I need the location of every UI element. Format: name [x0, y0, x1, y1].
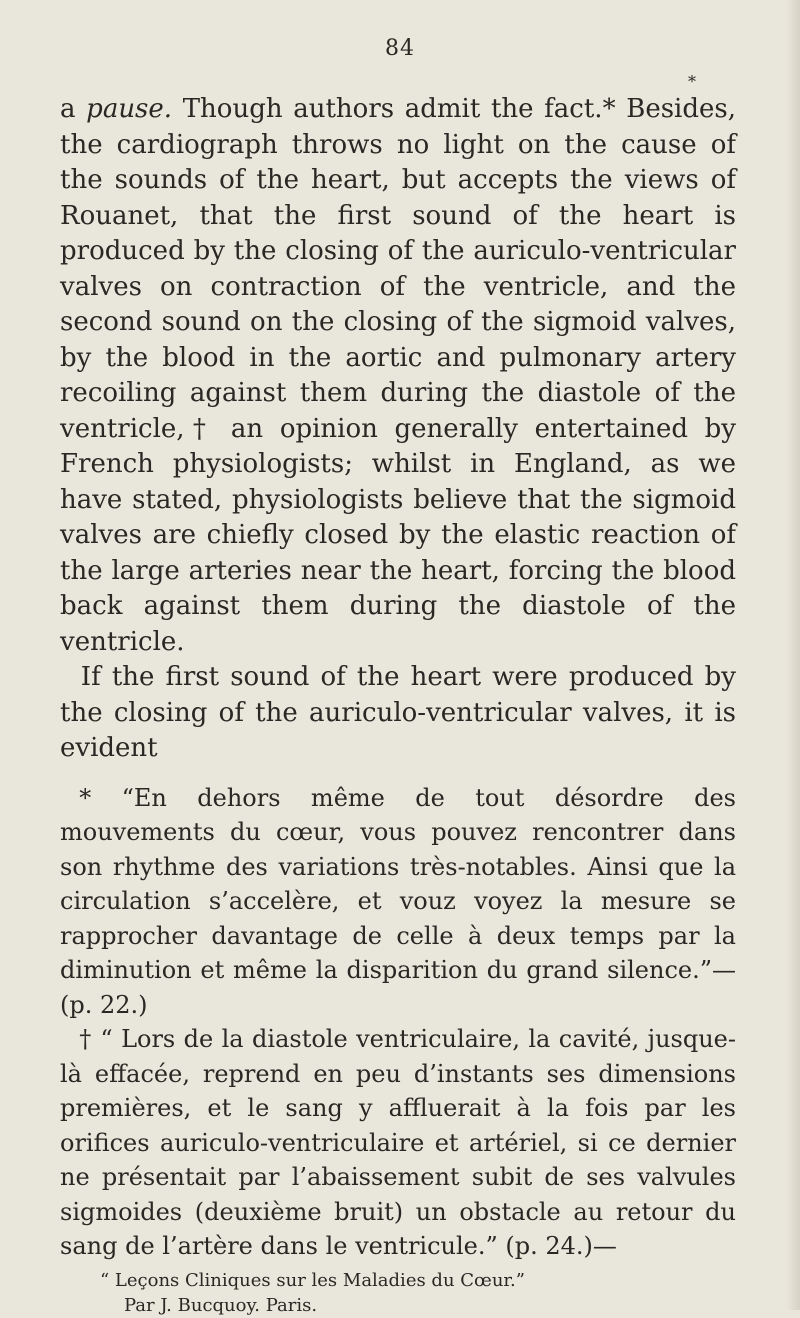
- paragraph-1-italic: pause.: [86, 94, 173, 124]
- paragraph-2: If the first sound of the heart were produced by the closing of the auriculo-ventricular valves, it is evident: [60, 662, 736, 763]
- paragraph-1-lead: a: [60, 94, 76, 124]
- page-edge-shadow: [786, 0, 800, 1310]
- printer-mark: *: [688, 72, 696, 91]
- page-number: 84: [385, 36, 415, 61]
- paragraph-1: [60, 92, 736, 660]
- footnote-dagger: † “ Lors de la diastole ventriculaire, la cavité, jusque-là effacée, reprend en peu d’instants ses dimensions premières, et le sang y affluerait à la fois par les orifices auriculo-ventriculaire et artériel, si ce dernier ne présentait par l’abaissement subit de ses valvules sigmoides (deuxième bruit) un obstacle au retour du sang de l’artère dans le ventricule.” (p. 24.)—: [60, 1025, 736, 1260]
- footnote-source-title: “ Leçons Cliniques sur les Maladies du Cœur.”: [100, 1269, 525, 1291]
- paragraph-1-rest: Though authors admit the fact.* Besides, the cardiograph throws no light on the cause of the sounds of the heart, but accepts the views of Rouanet, that the first sound of the heart is produced by the closing of the auriculo-ventricular valves on contraction of the ventricle, and the second sound on the closing of the sigmoid valves, by the blood in the aortic and pulmonary artery recoiling against them during the diastole of the ventricle,† an opinion generally entertained by French physiologists; whilst in England, as we have stated, physiologists believe that the sigmoid valves are chiefly closed by the elastic reaction of the large arteries near the heart, forcing the blood back against them during the diastole of the ventricle.: [60, 94, 737, 657]
- page-text: [60, 92, 736, 1318]
- footnote-source-author: Par J. Bucquoy. Paris.: [124, 1294, 318, 1316]
- footnote-star: * “En dehors même de tout désordre des mouvements du cœur, vous pouvez rencontrer dans son rhythme des variations très-notables. Ainsi que la circulation s’accelère, et vouz voyez la mesure se rapprocher davantage de celle à deux temps par la diminution et même la disparition du grand silence.”—(p. 22.): [60, 783, 736, 1019]
